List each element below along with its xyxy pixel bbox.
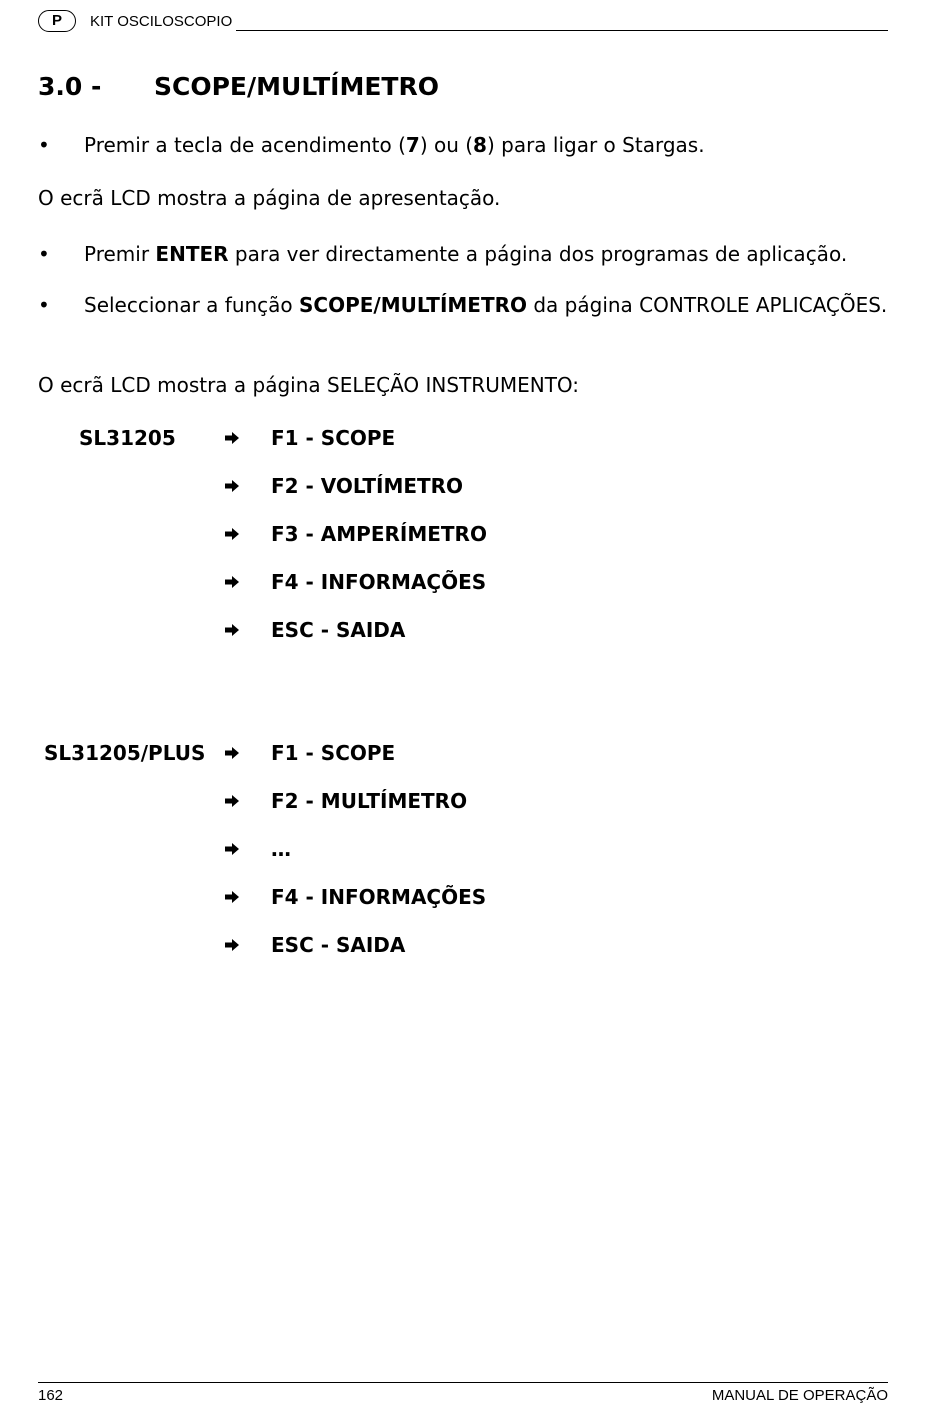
bullet-dot: • xyxy=(38,242,50,266)
bullet-dot: • xyxy=(38,293,50,317)
paragraph-presentation: O ecrã LCD mostra a página de apresentação. xyxy=(38,186,501,210)
arrow-right-icon xyxy=(224,746,240,760)
arrow-right-icon xyxy=(224,938,240,952)
arrow-right-icon xyxy=(224,431,240,445)
arrow-right-icon xyxy=(224,479,240,493)
footer-rule xyxy=(38,1382,888,1383)
menu-item-label: F3 - AMPERÍMETRO xyxy=(271,522,487,546)
page-footer xyxy=(38,1382,888,1408)
arrow-right-icon xyxy=(224,890,240,904)
header-rule xyxy=(236,30,888,31)
document-title: KIT OSCILOSCOPIO xyxy=(90,13,233,30)
paragraph-instrument-selection: O ecrã LCD mostra a página SELEÇÃO INSTRUMENTO: xyxy=(38,373,580,397)
menu-item-label: F1 - SCOPE xyxy=(271,426,396,450)
section-title: SCOPE/MULTÍMETRO xyxy=(154,72,439,101)
arrow-right-icon xyxy=(224,575,240,589)
menu-item-label: ESC - SAIDA xyxy=(271,618,406,642)
menu-item-label: F4 - INFORMAÇÕES xyxy=(271,885,487,909)
arrow-right-icon xyxy=(224,794,240,808)
section-number: 3.0 - xyxy=(38,72,102,101)
menu-item-label: F1 - SCOPE xyxy=(271,741,396,765)
page-number: 162 xyxy=(38,1387,64,1404)
menu-item-label: … xyxy=(271,837,291,861)
model-label: SL31205/PLUS xyxy=(44,741,206,765)
menu-item-label: F2 - MULTÍMETRO xyxy=(271,789,468,813)
menu-item-label: ESC - SAIDA xyxy=(271,933,406,957)
bullet-text: Premir a tecla de acendimento (7) ou (8) para ligar o Stargas. xyxy=(84,133,705,157)
language-badge: P xyxy=(38,10,76,32)
menu-item-label: F4 - INFORMAÇÕES xyxy=(271,570,487,594)
bullet-dot: • xyxy=(38,133,50,157)
menu-item-label: F2 - VOLTÍMETRO xyxy=(271,474,464,498)
arrow-right-icon xyxy=(224,527,240,541)
bullet-text: Seleccionar a função SCOPE/MULTÍMETRO da página CONTROLE APLICAÇÕES. xyxy=(84,293,888,317)
bullet-text: Premir ENTER para ver directamente a página dos programas de aplicação. xyxy=(84,242,848,266)
page-header xyxy=(38,10,888,36)
arrow-right-icon xyxy=(224,842,240,856)
arrow-right-icon xyxy=(224,623,240,637)
model-label: SL31205 xyxy=(79,426,176,450)
manual-title: MANUAL DE OPERAÇÃO xyxy=(711,1387,888,1404)
